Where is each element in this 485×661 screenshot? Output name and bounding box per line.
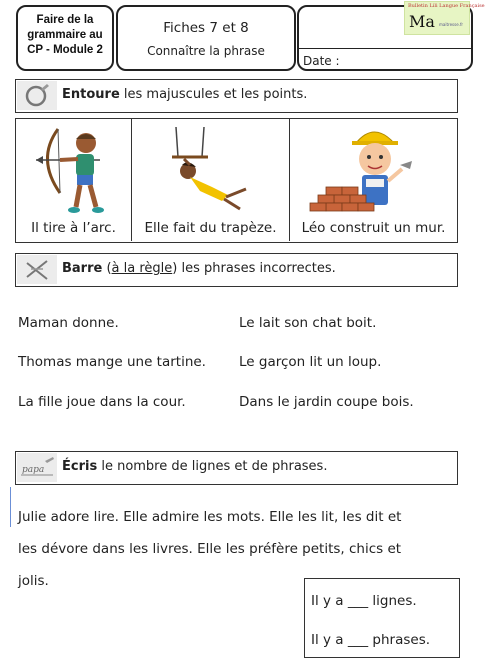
sentence-left-2: Thomas mange une tartine. <box>18 354 206 370</box>
publisher-logo <box>404 1 485 35</box>
module-line-2: grammaire au <box>27 29 103 41</box>
paragraph-line-2: les dévore dans les livres. Elle les préfère petits, chics et <box>18 541 402 557</box>
caption-trapeze: Elle fait du trapèze. <box>144 220 277 236</box>
sentence-left-1: Maman donne. <box>18 315 119 331</box>
fiche-box <box>116 5 296 71</box>
date-divider <box>299 48 471 49</box>
writing-pencil-icon <box>17 453 57 482</box>
margin-line <box>10 487 11 527</box>
module-line-1: Faire de la <box>36 14 94 26</box>
logo-big-text: Ma <box>409 12 435 31</box>
answer-phrases[interactable]: Il y a ___ phrases. <box>311 632 431 648</box>
paragraph-line-1: Julie adore lire. Elle admire les mots. Elle les lit, les dit et <box>18 509 402 525</box>
caption-mason: Léo construit un mur. <box>301 220 446 236</box>
logo-sub-text: maitresse.fr <box>439 22 463 27</box>
instruction-barre <box>15 253 458 287</box>
date-label: Date : <box>303 54 340 68</box>
module-line-3: CP - Module 2 <box>27 44 103 56</box>
instruction-text: Barre (à la règle) les phrases incorrectes. <box>62 261 336 276</box>
module-box <box>16 5 114 71</box>
picture-cell-mason <box>289 119 457 241</box>
logo-top-text: Bulletin Lili Langue Française <box>408 3 485 9</box>
trapeze-illustration <box>132 121 290 219</box>
instruction-entoure <box>15 79 458 113</box>
instruction-text: Entoure les majuscules et les points. <box>62 87 308 102</box>
answer-box <box>304 578 460 658</box>
strike-pencil-icon <box>17 255 57 284</box>
picture-grid <box>15 118 458 243</box>
fiche-title: Fiches 7 et 8 <box>163 20 249 36</box>
instruction-ecris <box>15 451 458 485</box>
instruction-text: Écris le nombre de lignes et de phrases. <box>62 459 328 474</box>
sentence-right-2: Le garçon lit un loup. <box>239 354 382 370</box>
caption-archer: Il tire à l’arc. <box>31 220 116 236</box>
circle-pencil-icon <box>17 81 57 110</box>
archer-illustration <box>16 121 131 219</box>
paragraph-line-3: jolis. <box>18 573 49 589</box>
mason-illustration <box>290 121 458 219</box>
picture-cell-archer <box>16 119 131 241</box>
svg-text:papa: papa <box>22 465 45 475</box>
sentence-left-3: La fille joue dans la cour. <box>18 394 186 410</box>
sentence-right-3: Dans le jardin coupe bois. <box>239 394 414 410</box>
answer-lines[interactable]: Il y a ___ lignes. <box>311 593 417 609</box>
sentence-right-1: Le lait son chat boit. <box>239 315 377 331</box>
picture-cell-trapeze <box>131 119 289 241</box>
fiche-subtitle: Connaître la phrase <box>147 44 265 58</box>
